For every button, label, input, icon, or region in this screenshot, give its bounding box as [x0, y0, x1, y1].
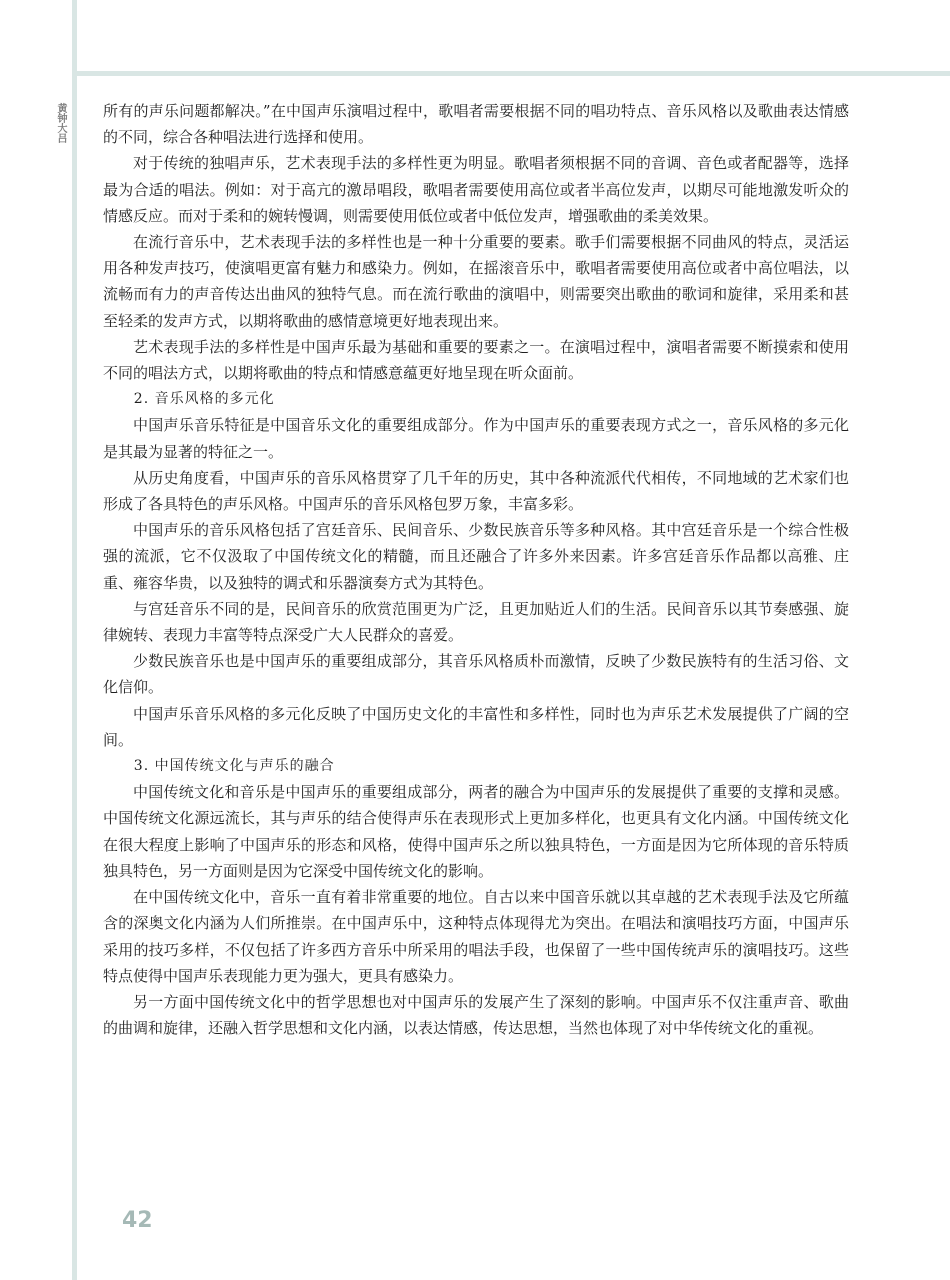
page-number: 42 [122, 1208, 153, 1233]
paragraph: 另一方面中国传统文化中的哲学思想也对中国声乐的发展产生了深刻的影响。中国声乐不仅注重声音、歌曲的曲调和旋律，还融入哲学思想和文化内涵，以表达情感，传达思想，当然也体现了对中华传统文化的重视。 [103, 992, 849, 1038]
header-rule [72, 71, 950, 76]
section-heading: 3. 中国传统文化与声乐的融合 [133, 758, 335, 775]
paragraph: 所有的声乐问题都解决。”在中国声乐演唱过程中，歌唱者需要根据不同的唱功特点、音乐风格以及歌曲表达情感的不同，综合各种唱法进行选择和使用。 [103, 102, 849, 147]
paragraph: 艺术表现手法的多样性是中国声乐最为基础和重要的要素之一。在演唱过程中，演唱者需要不断摸索和使用不同的唱法方式，以期将歌曲的特点和情感意蕴更好地呈现在听众面前。 [103, 337, 849, 383]
running-head: 黄钟大吕 [55, 103, 66, 143]
paragraph: 从历史角度看，中国声乐的音乐风格贯穿了几千年的历史，其中各种流派代代相传，不同地域的艺术家们也形成了各具特色的声乐风格。中国声乐的音乐风格包罗万象，丰富多彩。 [103, 468, 849, 514]
margin-rule-vertical [72, 0, 77, 1280]
paragraph: 中国声乐音乐风格的多元化反映了中国历史文化的丰富性和多样性，同时也为声乐艺术发展提供了广阔的空间。 [103, 704, 849, 749]
paragraph: 中国声乐音乐特征是中国音乐文化的重要组成部分。作为中国声乐的重要表现方式之一，音乐风格的多元化是其最为显著的特征之一。 [103, 416, 849, 461]
paragraph: 中国传统文化和音乐是中国声乐的重要组成部分，两者的融合为中国声乐的发展提供了重要的支撑和灵感。中国传统文化源远流长，其与声乐的结合使得声乐在表现形式上更加多样化，也更具有文化内涵。中国传统文化在很大程度上影响了中国声乐的形态和风格，使得中国声乐之所以独具特色，一方面是因为它所体现的音乐特质独具特色，另一方面则是因为它深受中国传统文化的影响。 [103, 783, 849, 880]
paragraph: 少数民族音乐也是中国声乐的重要组成部分，其音乐风格质朴而激情，反映了少数民族特有的生活习俗、文化信仰。 [103, 652, 849, 697]
paragraph: 在流行音乐中，艺术表现手法的多样性也是一种十分重要的要素。歌手们需要根据不同曲风的特点，灵活运用各种发声技巧，使演唱更富有魅力和感染力。例如，在摇滚音乐中，歌唱者需要使用高位或者中高位唱法，以流畅而有力的声音传达出曲风的独特气息。而在流行歌曲的演唱中，则需要突出歌曲的歌词和旋律，采用柔和甚至轻柔的发声方式，以期将歌曲的感情意境更好地表现出来。 [103, 233, 849, 330]
paragraph: 中国声乐的音乐风格包括了宫廷音乐、民间音乐、少数民族音乐等多种风格。其中宫廷音乐是一个综合性极强的流派，它不仅汲取了中国传统文化的精髓，而且还融合了许多外来因素。许多宫廷音乐作品都以高雅、庄重、雍容华贵，以及独特的调式和乐器演奏方式为其特色。 [103, 521, 849, 592]
paragraph: 与宫廷音乐不同的是，民间音乐的欣赏范围更为广泛，且更加贴近人们的生活。民间音乐以其节奏感强、旋律婉转、表现力丰富等特点深受广大人民群众的喜爱。 [103, 599, 849, 645]
paragraph: 在中国传统文化中，音乐一直有着非常重要的地位。自古以来中国音乐就以其卓越的艺术表现手法及它所蕴含的深奥文化内涵为人们所推崇。在中国声乐中，这种特点体现得尤为突出。在唱法和演唱技巧方面，中国声乐采用的技巧多样，不仅包括了许多西方音乐中所采用的唱法手段，也保留了一些中国传统声乐的演唱技巧。这些特点使得中国声乐表现能力更为强大，更具有感染力。 [103, 888, 849, 985]
paragraph: 对于传统的独唱声乐，艺术表现手法的多样性更为明显。歌唱者须根据不同的音调、音色或者配器等，选择最为合适的唱法。例如：对于高亢的激昂唱段，歌唱者需要使用高位或者半高位发声，以期尽可能地激发听众的情感反应。而对于柔和的婉转慢调，则需要使用低位或者中低位发声，增强歌曲的柔美效果。 [103, 154, 849, 225]
body-text [103, 98, 849, 1041]
section-heading: 2. 音乐风格的多元化 [133, 391, 275, 408]
